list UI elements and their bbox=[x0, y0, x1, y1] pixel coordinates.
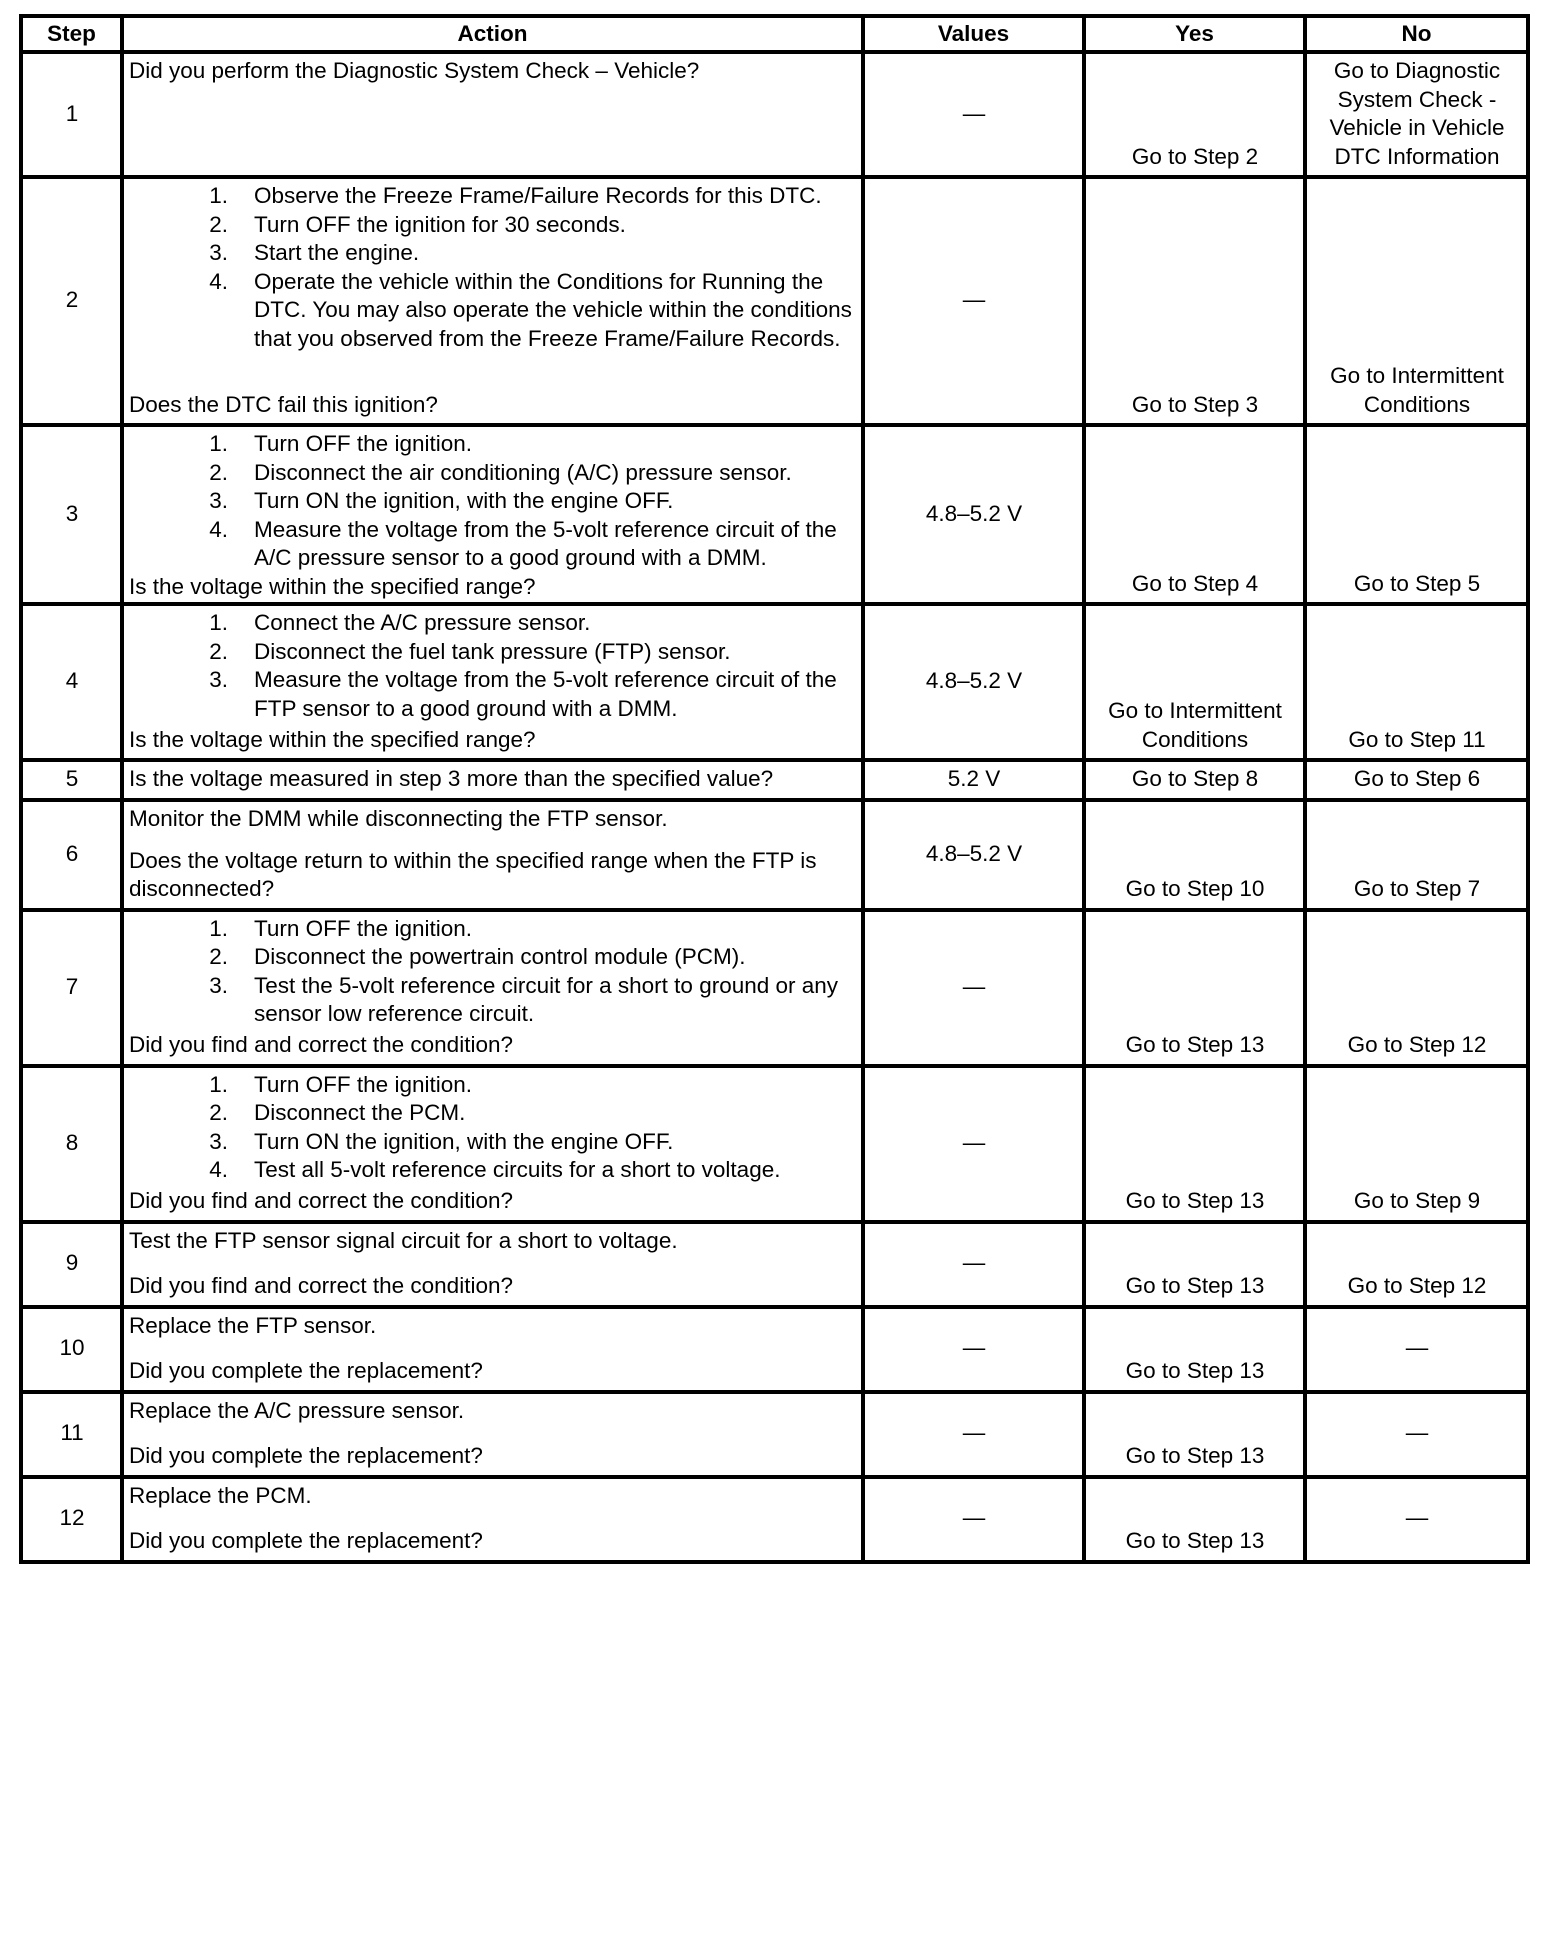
procedure-text: Test the 5-volt reference circuit for a short to ground or any sensor low reference circuit. bbox=[254, 972, 839, 1026]
action-top bbox=[129, 805, 857, 834]
procedure-list bbox=[129, 182, 857, 353]
action-question: Did you complete the replacement? bbox=[129, 1358, 483, 1383]
action-cell bbox=[122, 1477, 863, 1562]
table-row bbox=[21, 910, 1528, 1066]
procedure-number: 4. bbox=[209, 516, 228, 542]
action-cell bbox=[122, 52, 863, 177]
values-cell: — bbox=[863, 177, 1084, 425]
yes-cell: Go to Step 2 bbox=[1084, 52, 1305, 177]
action-content bbox=[129, 182, 857, 419]
procedure-number: 1. bbox=[209, 1071, 228, 1097]
action-text: Replace the FTP sensor. bbox=[129, 1312, 377, 1338]
procedure-number: 1. bbox=[209, 183, 228, 208]
action-content bbox=[129, 57, 857, 147]
yes-cell: Go to Step 3 bbox=[1084, 177, 1305, 425]
procedure-text: Test all 5-volt reference circuits for a short to voltage. bbox=[254, 1157, 781, 1182]
procedure-item bbox=[129, 268, 857, 354]
action-content bbox=[129, 1312, 857, 1386]
procedure-text: Start the engine. bbox=[254, 240, 420, 265]
yes-cell: Go to Step 13 bbox=[1084, 1477, 1305, 1562]
values-cell: 4.8–5.2 V bbox=[863, 604, 1084, 760]
action-top bbox=[129, 609, 857, 723]
procedure-number: 3. bbox=[209, 667, 228, 692]
yes-cell: Go to Step 8 bbox=[1084, 760, 1305, 800]
values-cell: — bbox=[863, 910, 1084, 1066]
procedure-text: Operate the vehicle within the Conditions for Running the DTC. You may also operate the vehicle within the conditions that you observed from the Freeze Frame/Failure Records. bbox=[254, 268, 852, 351]
procedure-list bbox=[129, 609, 857, 723]
procedure-text: Disconnect the PCM. bbox=[254, 1100, 466, 1125]
step-number: 12 bbox=[21, 1477, 122, 1562]
procedure-number: 1. bbox=[209, 610, 228, 635]
procedure-number: 4. bbox=[209, 268, 228, 294]
table-row bbox=[21, 1222, 1528, 1307]
procedure-item bbox=[129, 972, 857, 1029]
no-cell: Go to Step 9 bbox=[1305, 1066, 1528, 1222]
procedure-number: 2. bbox=[209, 1100, 228, 1125]
action-text: Did you perform the Diagnostic System Check – Vehicle? bbox=[129, 58, 700, 83]
step-number: 7 bbox=[21, 910, 122, 1066]
action-cell bbox=[122, 425, 863, 604]
values-cell: — bbox=[863, 52, 1084, 177]
procedure-item bbox=[129, 459, 857, 488]
procedure-item bbox=[129, 487, 857, 516]
header-values: Values bbox=[863, 16, 1084, 52]
procedure-item bbox=[129, 182, 857, 211]
procedure-text: Measure the voltage from the 5-volt reference circuit of the FTP sensor to a good ground with a DMM. bbox=[254, 667, 837, 721]
procedure-number: 2. bbox=[209, 211, 228, 237]
no-cell: Go to Intermittent Conditions bbox=[1305, 177, 1528, 425]
action-cell bbox=[122, 1066, 863, 1222]
action-cell bbox=[122, 604, 863, 760]
table-row bbox=[21, 1392, 1528, 1477]
table-row bbox=[21, 177, 1528, 425]
action-top bbox=[129, 1227, 857, 1256]
step-number: 9 bbox=[21, 1222, 122, 1307]
table-row bbox=[21, 760, 1528, 800]
header-step: Step bbox=[21, 16, 122, 52]
table-row bbox=[21, 425, 1528, 604]
action-text: Is the voltage measured in step 3 more than the specified value? bbox=[129, 766, 774, 791]
action-cell bbox=[122, 1392, 863, 1477]
procedure-number: 3. bbox=[209, 240, 228, 265]
action-text: Replace the PCM. bbox=[129, 1482, 312, 1508]
yes-cell: Go to Step 13 bbox=[1084, 1222, 1305, 1307]
header-no: No bbox=[1305, 16, 1528, 52]
header-yes: Yes bbox=[1084, 16, 1305, 52]
step-number: 1 bbox=[21, 52, 122, 177]
yes-cell: Go to Step 13 bbox=[1084, 1066, 1305, 1222]
action-cell bbox=[122, 910, 863, 1066]
header-row bbox=[21, 16, 1528, 52]
procedure-text: Turn OFF the ignition. bbox=[254, 1071, 473, 1097]
action-content bbox=[129, 1397, 857, 1471]
no-cell: Go to Step 6 bbox=[1305, 760, 1528, 800]
procedure-item bbox=[129, 211, 857, 240]
values-cell: — bbox=[863, 1066, 1084, 1222]
step-number: 6 bbox=[21, 800, 122, 910]
yes-cell: Go to Step 4 bbox=[1084, 425, 1305, 604]
action-cell bbox=[122, 800, 863, 910]
no-cell: Go to Step 11 bbox=[1305, 604, 1528, 760]
procedure-item bbox=[129, 638, 857, 667]
procedure-text: Disconnect the powertrain control module (PCM). bbox=[254, 944, 746, 969]
procedure-list bbox=[129, 915, 857, 1029]
action-text: Monitor the DMM while disconnecting the FTP sensor. bbox=[129, 805, 668, 831]
procedure-item bbox=[129, 609, 857, 638]
procedure-text: Turn ON the ignition, with the engine OFF. bbox=[254, 1128, 674, 1154]
table-row bbox=[21, 604, 1528, 760]
diagnostic-table bbox=[19, 14, 1530, 1564]
procedure-item bbox=[129, 915, 857, 944]
yes-cell: Go to Step 13 bbox=[1084, 1307, 1305, 1392]
table-row bbox=[21, 1477, 1528, 1562]
action-content bbox=[129, 1227, 857, 1301]
procedure-item bbox=[129, 943, 857, 972]
no-cell: Go to Step 12 bbox=[1305, 1222, 1528, 1307]
values-cell: 4.8–5.2 V bbox=[863, 800, 1084, 910]
action-question: Does the voltage return to within the specified range when the FTP is disconnected? bbox=[129, 847, 817, 901]
step-number: 2 bbox=[21, 177, 122, 425]
procedure-text: Measure the voltage from the 5-volt reference circuit of the A/C pressure sensor to a good ground with a DMM. bbox=[254, 516, 837, 570]
procedure-text: Turn ON the ignition, with the engine OFF. bbox=[254, 488, 674, 513]
procedure-item bbox=[129, 1128, 857, 1157]
action-content bbox=[129, 805, 857, 904]
procedure-number: 2. bbox=[209, 944, 228, 969]
procedure-number: 2. bbox=[209, 459, 228, 485]
step-number: 4 bbox=[21, 604, 122, 760]
procedure-item bbox=[129, 430, 857, 459]
values-cell: — bbox=[863, 1392, 1084, 1477]
procedure-text: Turn OFF the ignition. bbox=[254, 431, 473, 456]
values-cell: — bbox=[863, 1307, 1084, 1392]
procedure-number: 1. bbox=[209, 915, 228, 941]
action-text: Test the FTP sensor signal circuit for a short to voltage. bbox=[129, 1227, 678, 1253]
action-top bbox=[129, 915, 857, 1029]
procedure-list bbox=[129, 1071, 857, 1185]
table-row bbox=[21, 1066, 1528, 1222]
action-cell bbox=[122, 1222, 863, 1307]
action-top bbox=[129, 430, 857, 573]
action-question: Does the DTC fail this ignition? bbox=[129, 391, 438, 417]
procedure-item bbox=[129, 1156, 857, 1185]
no-cell: Go to Step 7 bbox=[1305, 800, 1528, 910]
action-content bbox=[129, 609, 857, 754]
procedure-number: 3. bbox=[209, 488, 228, 513]
step-number: 11 bbox=[21, 1392, 122, 1477]
action-question: Did you complete the replacement? bbox=[129, 1528, 483, 1553]
procedure-text: Disconnect the fuel tank pressure (FTP) sensor. bbox=[254, 638, 731, 664]
procedure-number: 2. bbox=[209, 638, 228, 664]
action-question: Is the voltage within the specified range? bbox=[129, 726, 536, 752]
action-cell bbox=[122, 1307, 863, 1392]
action-top bbox=[129, 57, 857, 86]
procedure-number: 1. bbox=[209, 431, 228, 456]
no-cell: — bbox=[1305, 1392, 1528, 1477]
table-row bbox=[21, 800, 1528, 910]
no-cell: Go to Diagnostic System Check - Vehicle in Vehicle DTC Information bbox=[1305, 52, 1528, 177]
procedure-item bbox=[129, 666, 857, 723]
action-content bbox=[129, 430, 857, 598]
action-question: Is the voltage within the specified range? bbox=[129, 573, 536, 599]
diagnostic-table-container bbox=[19, 14, 1530, 1564]
procedure-list bbox=[129, 430, 857, 573]
action-question: Did you find and correct the condition? bbox=[129, 1188, 513, 1213]
yes-cell: Go to Step 10 bbox=[1084, 800, 1305, 910]
procedure-item bbox=[129, 516, 857, 573]
procedure-item bbox=[129, 1099, 857, 1128]
no-cell: Go to Step 12 bbox=[1305, 910, 1528, 1066]
action-top bbox=[129, 765, 857, 794]
action-top bbox=[129, 1071, 857, 1185]
action-top bbox=[129, 182, 857, 353]
table-row bbox=[21, 1307, 1528, 1392]
yes-cell: Go to Intermittent Conditions bbox=[1084, 604, 1305, 760]
yes-cell: Go to Step 13 bbox=[1084, 910, 1305, 1066]
header-action: Action bbox=[122, 16, 863, 52]
values-cell: 5.2 V bbox=[863, 760, 1084, 800]
step-number: 3 bbox=[21, 425, 122, 604]
no-cell: — bbox=[1305, 1307, 1528, 1392]
no-cell: Go to Step 5 bbox=[1305, 425, 1528, 604]
procedure-text: Connect the A/C pressure sensor. bbox=[254, 610, 591, 635]
values-cell: — bbox=[863, 1477, 1084, 1562]
action-content bbox=[129, 915, 857, 1060]
action-question: Did you complete the replacement? bbox=[129, 1443, 483, 1468]
procedure-number: 3. bbox=[209, 1128, 228, 1154]
procedure-number: 4. bbox=[209, 1157, 228, 1182]
values-cell: 4.8–5.2 V bbox=[863, 425, 1084, 604]
action-top bbox=[129, 1397, 857, 1426]
procedure-item bbox=[129, 239, 857, 268]
values-cell: — bbox=[863, 1222, 1084, 1307]
procedure-item bbox=[129, 1071, 857, 1100]
procedure-text: Observe the Freeze Frame/Failure Records for this DTC. bbox=[254, 183, 822, 208]
action-content bbox=[129, 1482, 857, 1556]
yes-cell: Go to Step 13 bbox=[1084, 1392, 1305, 1477]
action-top bbox=[129, 1312, 857, 1341]
step-number: 5 bbox=[21, 760, 122, 800]
action-content bbox=[129, 1071, 857, 1216]
action-cell bbox=[122, 177, 863, 425]
action-text: Replace the A/C pressure sensor. bbox=[129, 1397, 465, 1423]
action-top bbox=[129, 1482, 857, 1511]
action-cell bbox=[122, 760, 863, 800]
procedure-text: Disconnect the air conditioning (A/C) pressure sensor. bbox=[254, 459, 792, 485]
action-content bbox=[129, 765, 857, 791]
procedure-text: Turn OFF the ignition for 30 seconds. bbox=[254, 211, 626, 237]
step-number: 8 bbox=[21, 1066, 122, 1222]
step-number: 10 bbox=[21, 1307, 122, 1392]
action-question: Did you find and correct the condition? bbox=[129, 1032, 513, 1057]
procedure-number: 3. bbox=[209, 972, 228, 998]
no-cell: — bbox=[1305, 1477, 1528, 1562]
table-row bbox=[21, 52, 1528, 177]
action-question: Did you find and correct the condition? bbox=[129, 1273, 513, 1298]
procedure-text: Turn OFF the ignition. bbox=[254, 915, 473, 941]
